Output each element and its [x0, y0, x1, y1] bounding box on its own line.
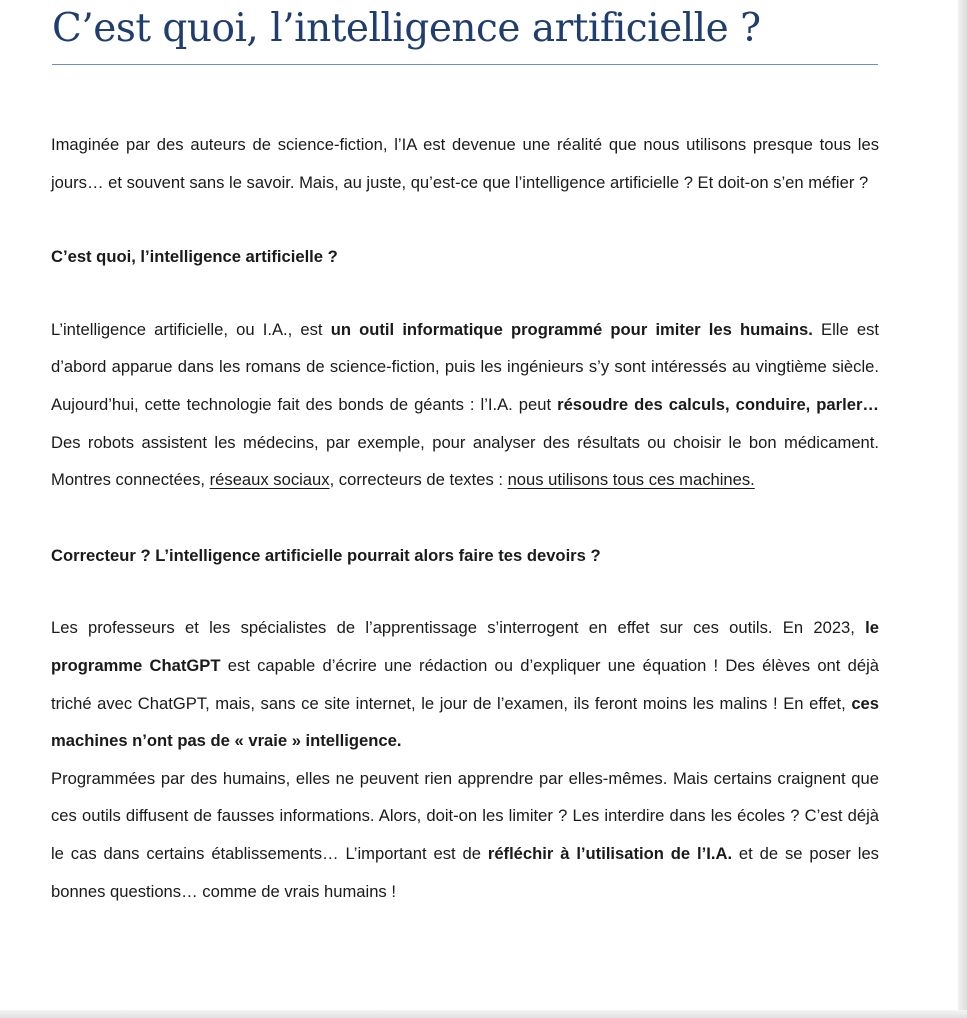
underlined-run: réseaux sociaux	[209, 470, 330, 490]
underlined-run: nous utilisons tous ces machines.	[507, 470, 755, 490]
section1-paragraph	[51, 311, 879, 499]
page-bottom-shadow	[0, 1010, 967, 1018]
article-body	[51, 126, 879, 910]
text-run: Elle est d’abord apparue dans les romans de science-fiction, puis les ingénieurs s’y sont intéressés au vingtième siècle. Aujourd’hui, cette technologie fait des bonds de géants : l’I.A. peut	[51, 319, 879, 414]
section-heading-homework: Correcteur ? L’intelligence artificielle pourrait alors faire tes devoirs ?	[51, 545, 601, 565]
text-run: L’intelligence artificielle, ou I.A., est	[51, 319, 331, 339]
bold-run: réfléchir à l’utilisation de l’I.A.	[487, 843, 733, 863]
spacer	[51, 574, 879, 609]
text-run: est capable d’écrire une rédaction ou d’expliquer une équation ! Des élèves ont déjà triché avec ChatGPT, mais, sans ce site internet, le jour de l’examen, ils feront moins les malins ! En effet,	[51, 655, 879, 713]
bold-run: ces machines n’ont pas de « vraie » intelligence.	[51, 693, 879, 751]
page-edge-shadow	[958, 0, 967, 1018]
text-run: et de se poser les bonnes questions… comme de vrais humains !	[51, 843, 879, 901]
intro-paragraph: Imaginée par des auteurs de science-fiction, l’IA est devenue une réalité que nous utilisons presque tous les jours… et souvent sans le savoir. Mais, au juste, qu’est-ce que l’intelligence artificielle ? Et doit-on s’en méfier ?	[51, 135, 879, 192]
bold-run: le programme ChatGPT	[51, 618, 879, 675]
page-title: C’est quoi, l’intelligence artificielle ?	[52, 6, 761, 51]
spacer	[51, 499, 879, 537]
section2-paragraph-2	[51, 760, 879, 910]
text-run: Des robots assistent les médecins, par exemple, pour analyser des résultats ou choisir le bon médicament. Montres connectées,	[51, 432, 879, 490]
title-underline-rule	[52, 64, 878, 65]
bold-run: un outil informatique programmé pour imiter les humains.	[330, 319, 813, 339]
section-heading-what-is-ai: C’est quoi, l’intelligence artificielle ?	[51, 247, 338, 267]
section2-paragraph-1	[51, 609, 879, 759]
text-run: Les professeurs et les spécialistes de l’apprentissage s’interrogent en effet sur ces outils. En 2023,	[51, 618, 866, 638]
spacer	[51, 201, 879, 238]
spacer	[51, 276, 879, 311]
text-run: Programmées par des humains, elles ne peuvent rien apprendre par elles-mêmes. Mais certains craignent que ces outils diffusent de fausses informations. Alors, doit-on les limiter ? Les interdire dans les écoles ? C’est déjà le cas dans certains établissements… L’important est de	[51, 768, 879, 863]
bold-run: résoudre des calculs, conduire, parler…	[557, 394, 880, 414]
text-run: , correcteurs de textes :	[329, 470, 508, 490]
